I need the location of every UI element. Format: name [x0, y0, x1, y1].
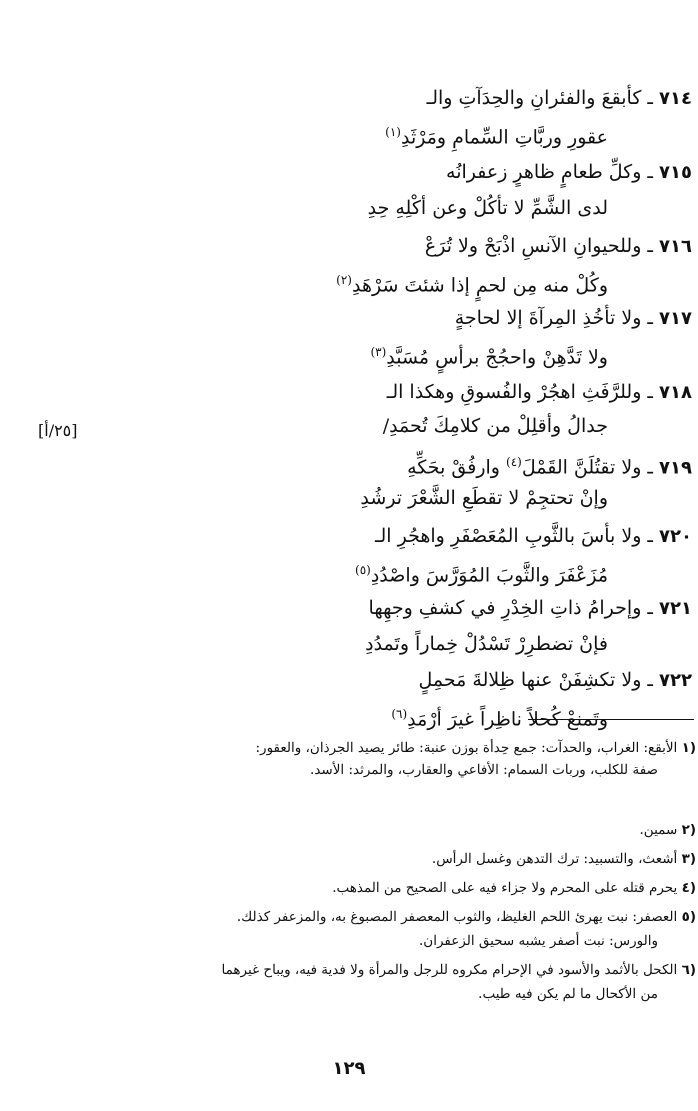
footnote-ref: (٤)	[506, 455, 522, 469]
verse-number: ٧١٦	[659, 236, 692, 257]
verse-text: وارفُقْ بحَكِّهِ	[407, 456, 500, 479]
footnote-5-cont	[70, 931, 658, 951]
verse-722-line2	[391, 700, 608, 733]
footnote-5	[108, 907, 696, 927]
footnote-6-cont	[70, 984, 658, 1004]
verse-717-line1: ٧١٧ ـ ولا تأخُذِ المِرآةَ إلا لحاجةٍ	[454, 307, 692, 329]
verse-text: وكُلْ منه مِن لحمٍ إذا شئتَ سَرْهَدِ	[351, 274, 608, 297]
footnote-ref: (١)	[385, 125, 401, 139]
verse-text: ولا تأخُذِ المِرآةَ إلا لحاجةٍ	[454, 307, 642, 329]
footnote-number: (٢	[681, 822, 696, 838]
footnote-text: صفة للكلب، وربات السمام: الأفاعي والعقارب، والمرثد: الأسد.	[310, 762, 658, 778]
footnote-text: من الأكحال ما لم يكن فيه طيب.	[478, 986, 658, 1002]
verse-716-line2	[336, 266, 608, 299]
footnote-number: (٣	[681, 851, 696, 867]
footnote-ref: (٥)	[355, 563, 371, 577]
verse-715-line1: ٧١٥ ـ وكلِّ طعامٍ ظاهرٍ زعفرانُه	[446, 161, 692, 183]
verse-720-line2	[355, 556, 608, 589]
footnote-number: (٤	[681, 880, 696, 896]
verse-720-line1: ٧٢٠ ـ ولا بأسَ بالثَّوبِ المُعَصْفَرِ واهجُرِ الـ	[374, 525, 692, 547]
footnote-text: والورس: نبت أصفر يشبه سحيق الزعفران.	[418, 933, 658, 949]
verse-number: ٧١٥	[659, 162, 692, 183]
verse-text: وكلِّ طعامٍ ظاهرٍ زعفرانُه	[446, 161, 642, 183]
footnote-ref: (٦)	[391, 707, 408, 721]
verse-719-line1: ٧١٩ ـ ولا تقتُلَنَّ القَمْلَ$^{(٤)}$ وارفُقْ بحَكِّهِ	[407, 455, 692, 479]
verse-text: كأبقعَ والفئرانِ والحِدَآتِ والـ	[426, 87, 642, 109]
footnote-ref: (٣)	[370, 345, 387, 359]
verse-718-line1: ٧١٨ ـ وللرَّفَثِ اهجُرْ والفُسوقِ وهكذا الـ	[386, 381, 692, 403]
verse-717-line2	[370, 338, 608, 371]
verse-text: وإحرامُ ذاتِ الخِدْرِ في كشفِ وجهِها	[368, 597, 642, 619]
footnote-number: (٥	[681, 909, 696, 925]
page-number: ١٢٩	[332, 1058, 366, 1079]
verse-text: مُزَعْفَرَ والثَّوبَ المُوَرَّسَ واصْدُدِ	[370, 564, 608, 587]
verse-text: وللحيوانِ الآنسِ اذْبَحْ ولا تُرَعْ	[424, 235, 642, 257]
footnote-number: (٦	[681, 962, 696, 978]
verse-715-line2	[368, 194, 608, 222]
footnote-divider	[528, 719, 694, 720]
footnote-text: يحرم قتله على المحرم ولا جزاء فيه على الصحيح من المذهب.	[332, 880, 678, 896]
verse-721-line1: ٧٢١ ـ وإحرامُ ذاتِ الخِدْرِ في كشفِ وجهِها	[368, 597, 692, 619]
footnote-ref: (٢)	[336, 273, 352, 287]
verse-text: عقورِ وربَّاتِ السِّمامِ ومَرْثَدِ	[400, 126, 608, 149]
verse-number: ٧١٨	[659, 382, 692, 403]
verse-text: وإنْ تحتجِمْ لا تقطَعِ الشَّعْرَ ترشُدِ	[360, 487, 608, 509]
verse-714-line1: ٧١٤ ـ كأبقعَ والفئرانِ والحِدَآتِ والـ	[426, 87, 692, 109]
footnote-1-cont	[70, 760, 658, 780]
verse-text: فإنْ تضطرِرْ تَسْدُلْ خِماراً وتَمدُدِ	[365, 633, 608, 655]
footnote-text: أشعث، والتسبيد: ترك التدهن وغسل الرأس.	[431, 851, 678, 867]
verse-719-line2	[360, 484, 608, 512]
footnote-6	[108, 960, 696, 980]
verse-number: ٧١٤	[659, 88, 692, 109]
verse-text: ولا تقتُلَنَّ القَمْلَ	[521, 456, 642, 479]
verse-text: وتَمنعْ كُحلاً ناظِراً غيرَ أرْمَدِ	[407, 708, 608, 731]
footnote-text: الكحل بالأثمد والأسود في الإحرام مكروه للرجل والمرأة ولا فدية فيه، ويباح غيرهما	[221, 962, 678, 978]
footnote-text: العصفر: نبت يهرئ اللحم الغليظ، والثوب المعصفر المصبوغ به، والمزعفر كذلك.	[236, 909, 678, 925]
verse-text: جدالُ وأقلِلْ من كلامِكَ تُحمَدِ/	[382, 415, 608, 437]
verse-number: ٧١٧	[659, 308, 692, 329]
verse-number: ٧١٩	[659, 457, 692, 479]
verse-text: وللرَّفَثِ اهجُرْ والفُسوقِ وهكذا الـ	[386, 381, 642, 403]
footnote-2	[108, 820, 696, 840]
footnote-4	[108, 878, 696, 898]
verse-number: ٧٢١	[659, 598, 692, 619]
verse-718-line2	[383, 412, 608, 440]
footnote-text: سمين.	[639, 822, 678, 838]
footnote-1	[108, 738, 696, 758]
manuscript-folio-ref: [٢٥/أ]	[38, 421, 78, 440]
verse-number: ٧٢٠	[659, 526, 692, 547]
verse-text: لدى الشَّمِّ لا تأكُلْ وعن أكْلِهِ حِدِ	[367, 197, 608, 219]
verse-714-line2	[385, 118, 608, 151]
footnote-number: (١	[681, 740, 696, 756]
verse-text: ولا بأسَ بالثَّوبِ المُعَصْفَرِ واهجُرِ الـ	[374, 525, 642, 547]
verse-text: ولا تكشِفَنْ عنها ظِلالةَ مَحمِلٍ	[418, 669, 642, 691]
verse-721-line2	[365, 630, 608, 658]
verse-722-line1: ٧٢٢ ـ ولا تكشِفَنْ عنها ظِلالةَ مَحمِلٍ	[418, 669, 692, 691]
footnote-3	[108, 849, 696, 869]
verse-716-line1: ٧١٦ ـ وللحيوانِ الآنسِ اذْبَحْ ولا تُرَعْ	[424, 235, 692, 257]
verse-number: ٧٢٢	[659, 670, 692, 691]
verse-text: ولا تَدَّهِنْ واحجُجْ برأسٍ مُسَبَّدِ	[386, 346, 608, 369]
footnote-text: الأبقع: الغراب، والحدآت: جمع حِدأة بوزن عنبة: طائر يصيد الجرذان، والعقور:	[255, 740, 678, 756]
